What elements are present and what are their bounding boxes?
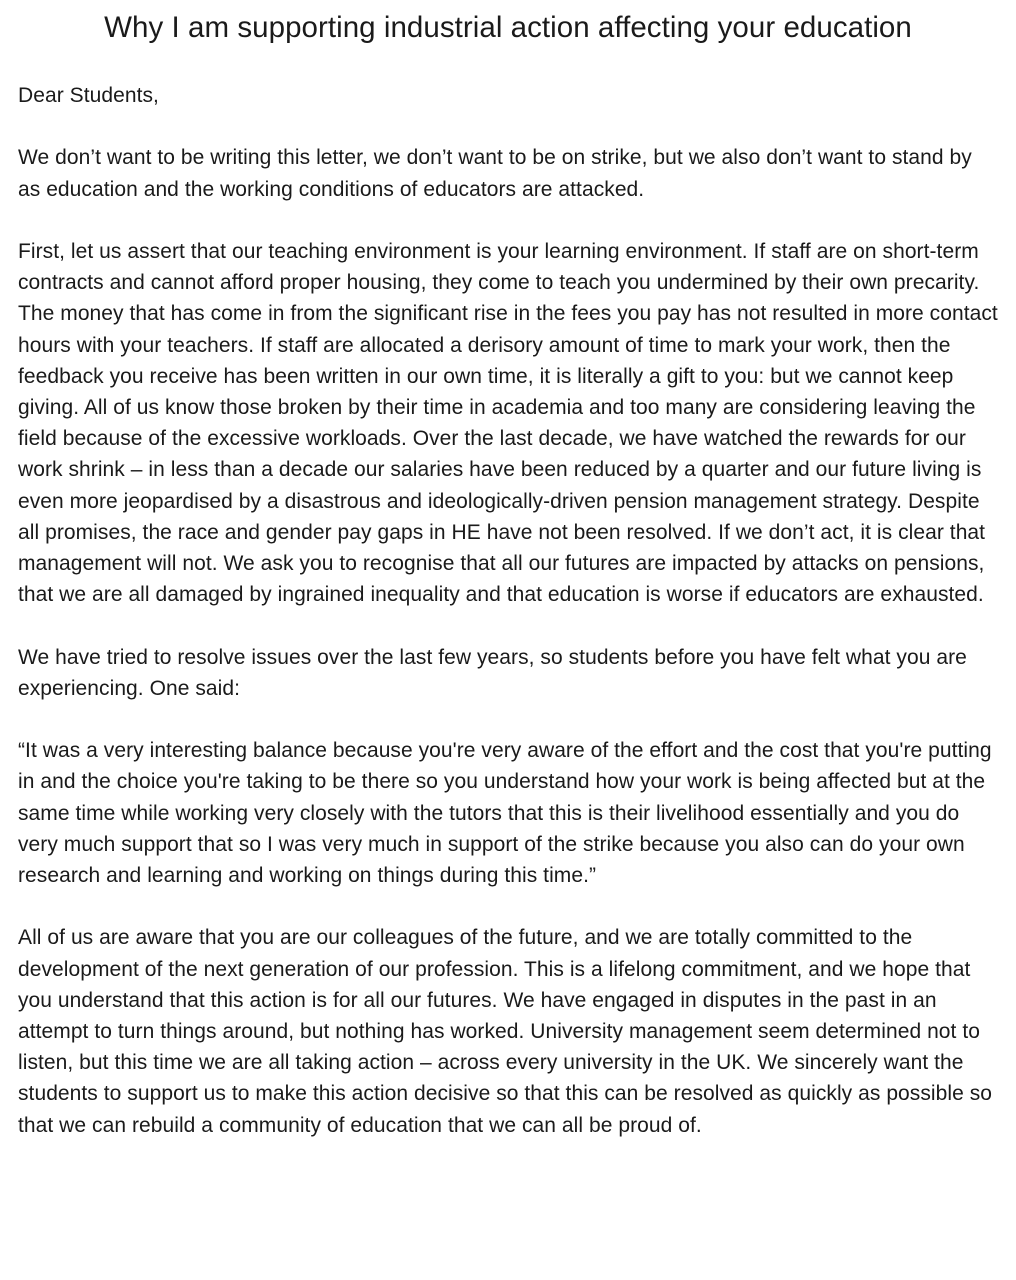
letter-body xyxy=(18,80,998,1141)
paragraph-closing: All of us are aware that you are our colleagues of the future, and we are totally committed to the development of the next generation of our profession. This is a lifelong commitment, and we hope that you understand that this action is for all our futures. We have engaged in disputes in the past in an attempt to turn things around, but nothing has worked. University management seem determined not to listen, but this time we are all taking action – across every university in the UK. We sincerely want the students to support us to make this action decisive so that this can be resolved as quickly as possible so that we can rebuild a community of education that we can all be proud of. xyxy=(18,926,993,1137)
paragraph-intro: We don’t want to be writing this letter, we don’t want to be on strike, but we also don’t want to stand by as education and the working conditions of educators are attacked. xyxy=(18,146,972,201)
salutation: Dear Students, xyxy=(18,84,159,107)
paragraph-previous-students: We have tried to resolve issues over the last few years, so students before you have felt what you are experiencing. One said: xyxy=(18,645,967,700)
student-quote: “It was a very interesting balance because you're very aware of the effort and the cost that you're putting in and the choice you're taking to be there so you understand how your work is being affected but at the same time while working very closely with the tutors that this is their livelihood essentially and you do very much support that so I was very much in support of the strike because you also can do your own research and learning and working on things during this time.” xyxy=(18,739,992,888)
letter-title: Why I am supporting industrial action affecting your education xyxy=(104,11,912,44)
paragraph-teaching-environment: First, let us assert that our teaching environment is your learning environment. If staff are on short-term contracts and cannot afford proper housing, they come to teach you undermined by their own precarity. The money that has come in from the significant rise in the fees you pay has not resulted in more contact hours with your teachers. If staff are allocated a derisory amount of time to mark your work, then the feedback you receive has been written in our own time, it is literally a gift to you: but we cannot keep giving. All of us know those broken by their time in academia and too many are considering leaving the field because of the excessive workloads. Over the last decade, we have watched the rewards for our work shrink – in less than a decade our salaries have been reduced by a quarter and our future living is even more jeopardised by a disastrous and ideologically-driven pension management strategy. Despite all promises, the race and gender pay gaps in HE have not been resolved. If we don’t act, it is clear that management will not. We ask you to recognise that all our futures are impacted by attacks on pensions, that we are all damaged by ingrained inequality and that education is worse if educators are exhausted. xyxy=(18,239,998,607)
